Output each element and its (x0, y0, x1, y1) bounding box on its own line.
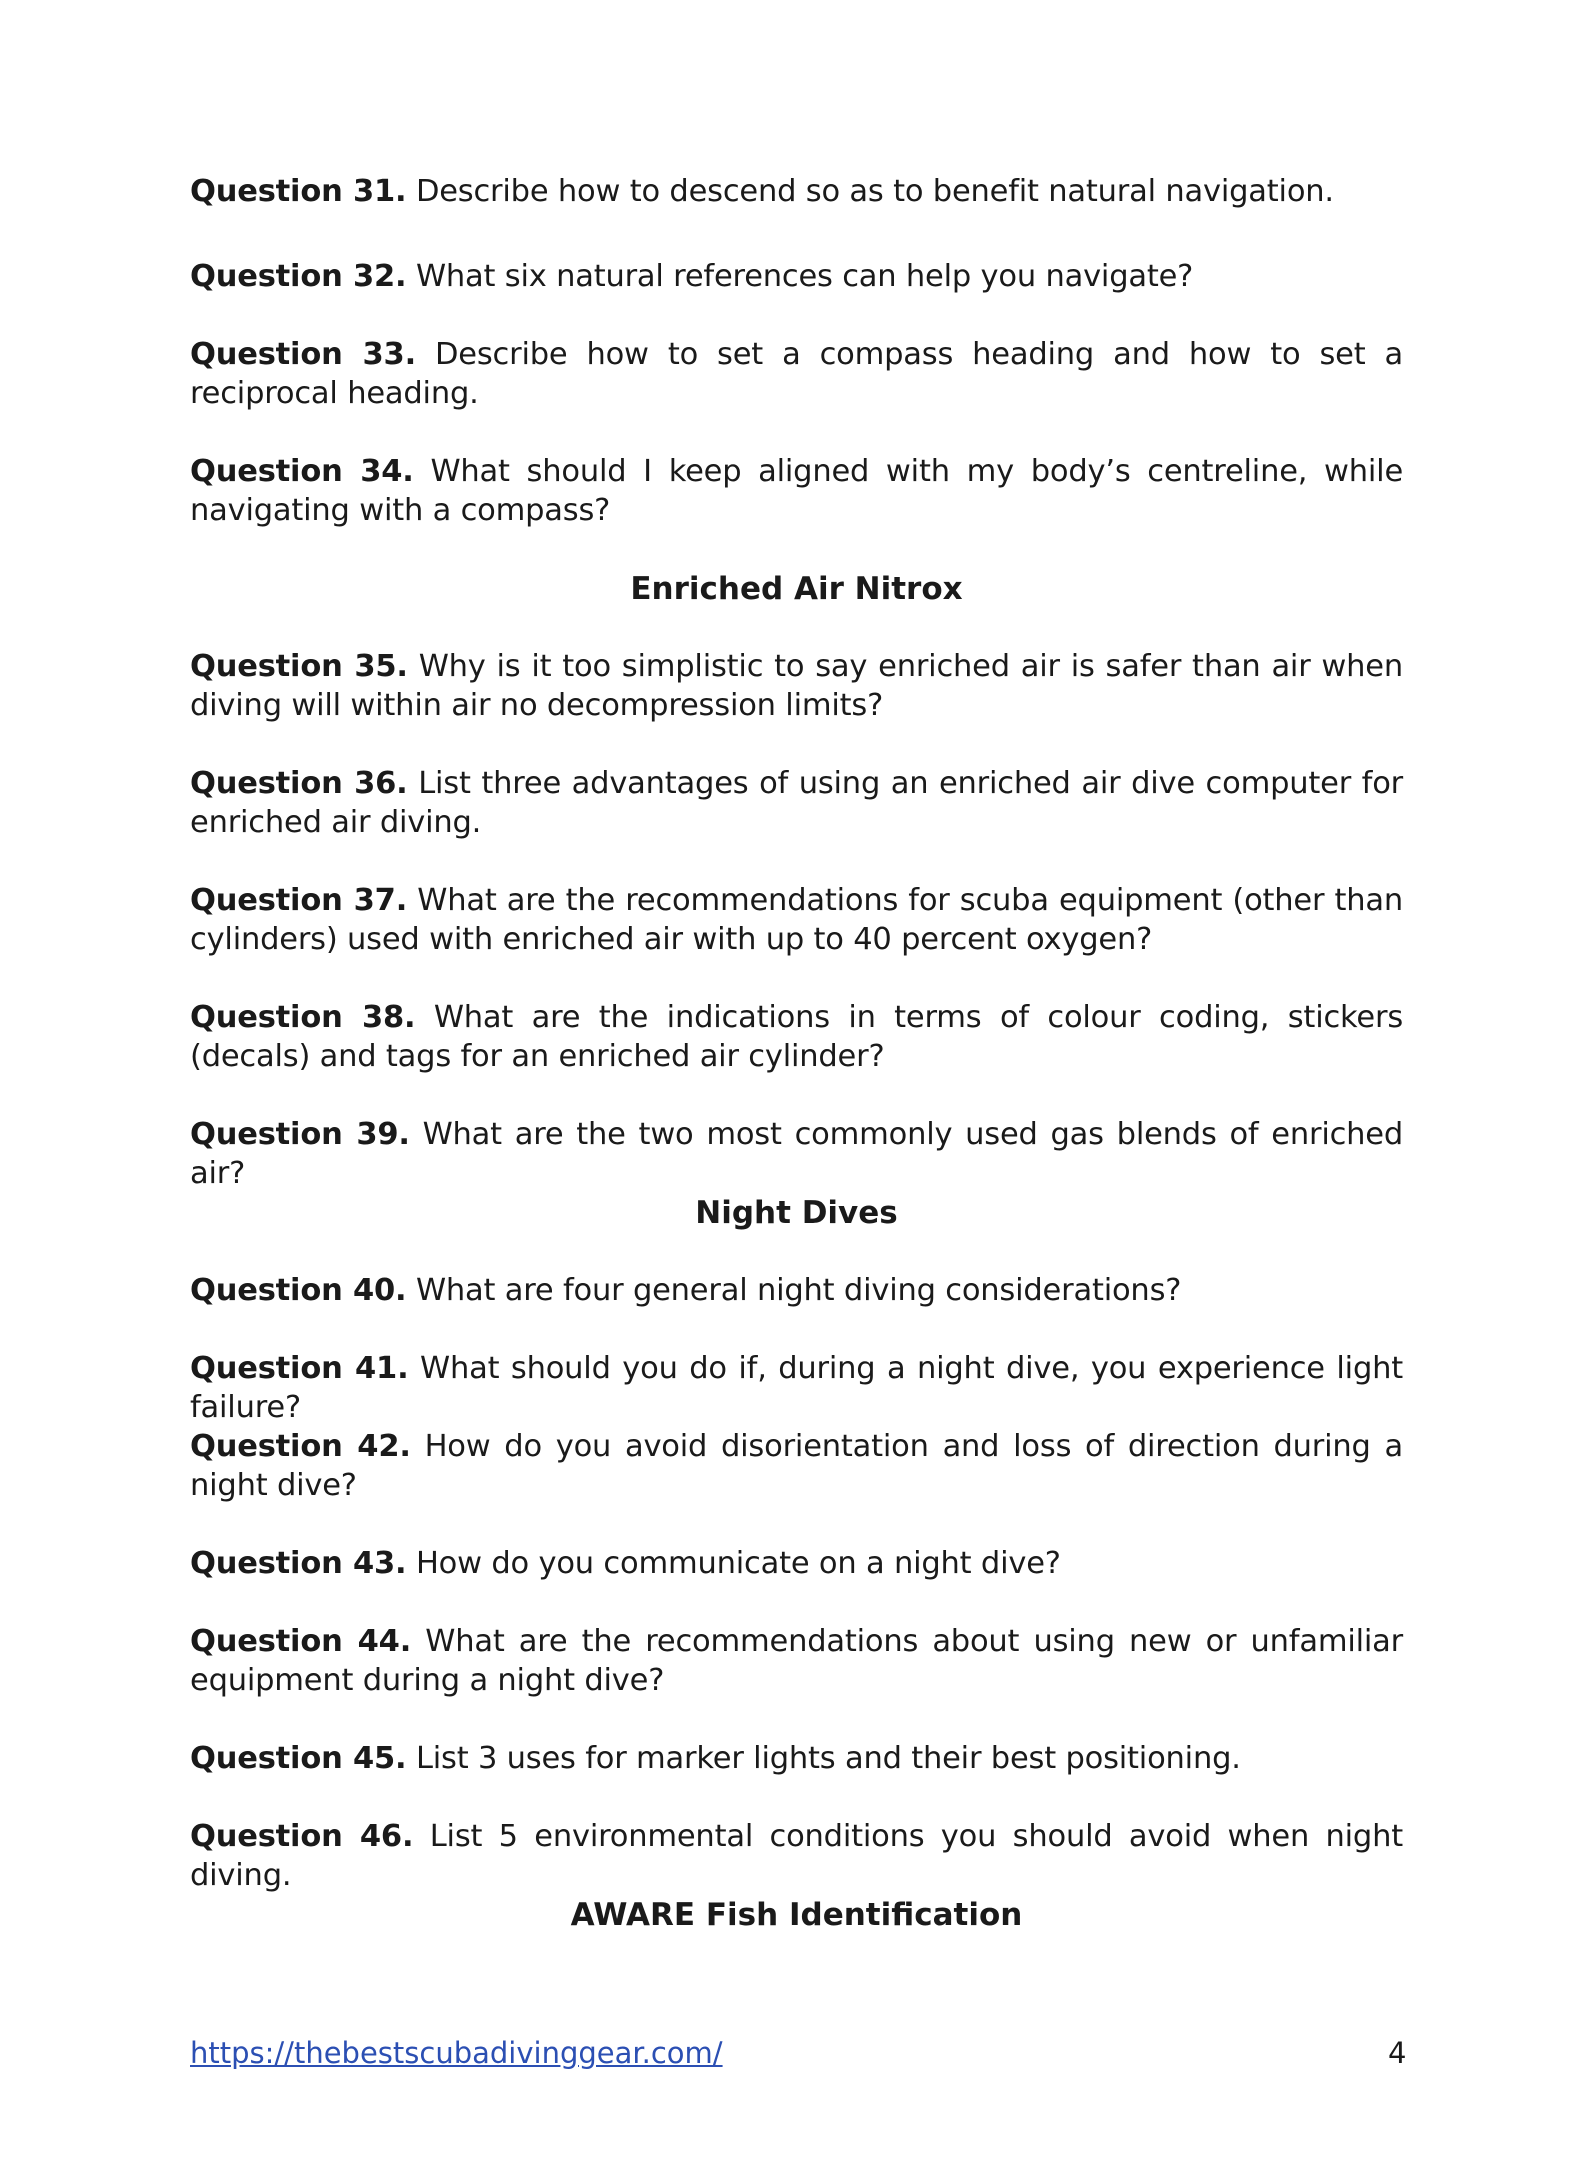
question-41 (190, 1349, 1403, 1427)
question-32 (190, 257, 1403, 296)
question-36 (190, 764, 1403, 842)
question-label: Question 33. (190, 337, 416, 372)
question-label: Question 35. (190, 649, 408, 684)
question-46 (190, 1817, 1403, 1895)
question-label: Question 37. (190, 883, 408, 918)
section-heading-nitrox: Enriched Air Nitrox (630, 571, 963, 607)
question-43 (190, 1544, 1403, 1583)
question-text: List 5 environmental conditions you should avoid when night diving. (190, 1819, 1403, 1893)
question-37 (190, 881, 1403, 959)
question-text: What are the two most commonly used gas blends of enriched air? (190, 1117, 1404, 1191)
question-text: List 3 uses for marker lights and their best positioning. (415, 1741, 1241, 1776)
question-label: Question 43. (190, 1546, 407, 1581)
question-label: Question 41. (190, 1351, 409, 1386)
question-label: Question 42. (190, 1429, 411, 1464)
question-text: What should you do if, during a night dive, you experience light failure? (190, 1351, 1404, 1425)
question-text: Why is it too simplistic to say enriched air is safer than air when diving will within air no decompression limits? (190, 649, 1403, 723)
section-heading-aware: AWARE Fish Identification (570, 1897, 1023, 1933)
question-text: List three advantages of using an enriched air dive computer for enriched air diving. (190, 766, 1404, 840)
question-45 (190, 1739, 1403, 1778)
question-text: Describe how to descend so as to benefit natural navigation. (415, 174, 1334, 209)
question-40 (190, 1271, 1403, 1310)
question-text: Describe how to set a compass heading and how to set a reciprocal heading. (190, 337, 1404, 411)
question-label: Question 32. (190, 259, 407, 294)
question-label: Question 45. (190, 1741, 407, 1776)
question-34 (190, 452, 1403, 530)
question-31 (190, 172, 1403, 211)
question-text: How do you avoid disorientation and loss of direction during a night dive? (190, 1429, 1404, 1503)
question-label: Question 44. (190, 1624, 412, 1659)
question-text: What are four general night diving considerations? (415, 1273, 1182, 1308)
question-text: What are the indications in terms of colour coding, stickers (decals) and tags for an enriched air cylinder? (190, 1000, 1404, 1074)
question-44 (190, 1622, 1403, 1700)
question-label: Question 31. (190, 174, 407, 209)
question-text: What are the recommendations for scuba equipment (other than cylinders) used with enriched air with up to 40 percent oxygen? (190, 883, 1403, 957)
question-label: Question 46. (190, 1819, 414, 1854)
page-number: 4 (1388, 2036, 1407, 2070)
question-label: Question 36. (190, 766, 408, 801)
question-label: Question 34. (190, 454, 414, 489)
question-text: How do you communicate on a night dive? (415, 1546, 1061, 1581)
footer-website-link[interactable]: https://thebestscubadivinggear.com/ (190, 2036, 723, 2070)
question-38 (190, 998, 1403, 1076)
question-33 (190, 335, 1403, 413)
question-label: Question 39. (190, 1117, 410, 1152)
section-heading-night-dives: Night Dives (695, 1195, 898, 1231)
question-label: Question 38. (190, 1000, 416, 1035)
question-label: Question 40. (190, 1273, 407, 1308)
question-35 (190, 647, 1403, 725)
question-39 (190, 1115, 1403, 1193)
question-text: What are the recommendations about using new or unfamiliar equipment during a night dive? (190, 1624, 1403, 1698)
question-42 (190, 1427, 1403, 1505)
question-text: What should I keep aligned with my body’s centreline, while navigating with a compass? (190, 454, 1404, 528)
question-text: What six natural references can help you navigate? (415, 259, 1194, 294)
